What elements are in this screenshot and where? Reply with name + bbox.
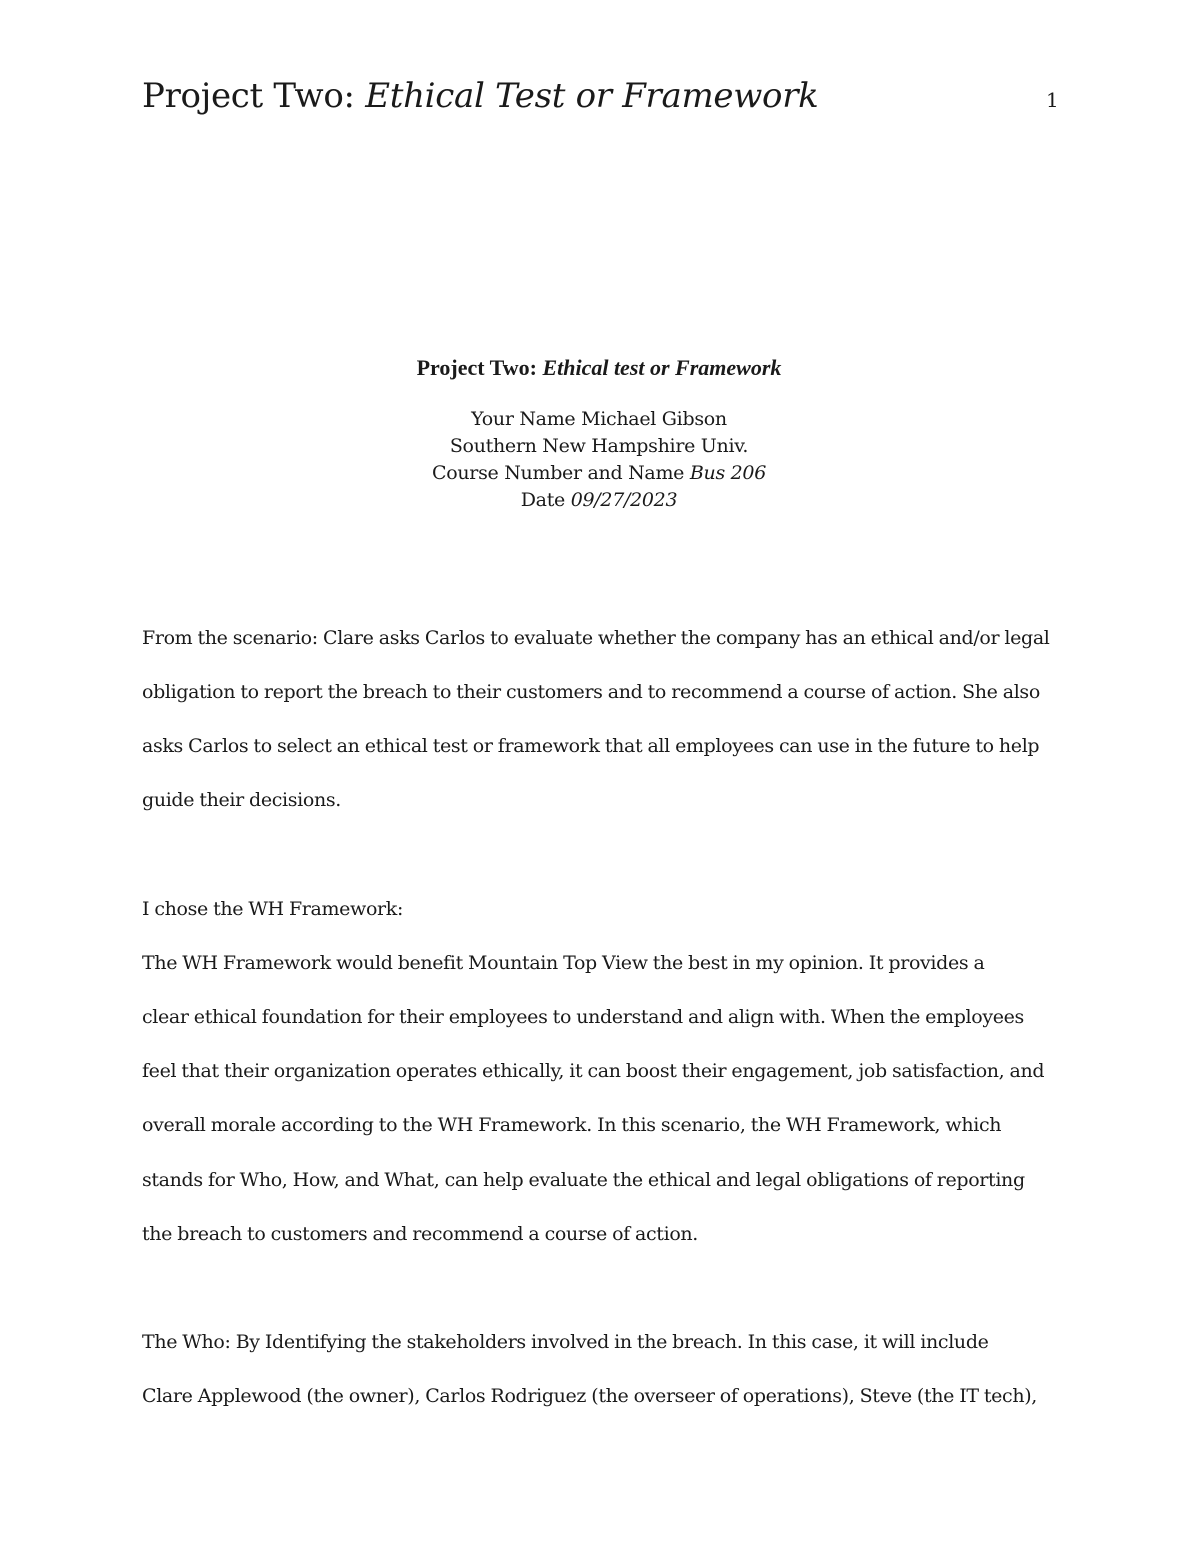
date-value: 09/27/2023 — [570, 489, 678, 511]
paragraph-line: stands for Who, How, and What, can help evaluate the ethical and legal obligations of reporting — [142, 1169, 1025, 1191]
date-line — [142, 487, 1056, 514]
running-head-title: Project Two: — [142, 76, 366, 116]
paragraph-line: obligation to report the breach to their customers and to recommend a course of action. She also — [142, 681, 1040, 703]
paragraph-line: clear ethical foundation for their employees to understand and align with. When the employees — [142, 1006, 1024, 1028]
date-label: Date — [520, 489, 571, 511]
course-value: Bus 206 — [689, 462, 766, 484]
page-number: 1 — [1046, 88, 1059, 112]
paragraph-line: Clare Applewood (the owner), Carlos Rodriguez (the overseer of operations), Steve (the IT tech), — [142, 1385, 1037, 1407]
paragraph-line: overall morale according to the WH Framework. In this scenario, the WH Framework, which — [142, 1114, 1002, 1136]
paragraph-line: the breach to customers and recommend a course of action. — [142, 1223, 698, 1245]
running-head-title-italic: Ethical Test or Framework — [365, 76, 819, 116]
section-heading: I chose the WH Framework: — [142, 898, 403, 920]
paragraph-line: feel that their organization operates ethically, it can boost their engagement, job satisfaction, and — [142, 1060, 1045, 1082]
paper-title — [142, 354, 1056, 382]
author-name: Your Name Michael Gibson — [471, 408, 727, 430]
paragraph-line: asks Carlos to select an ethical test or framework that all employees can use in the future to help — [142, 735, 1040, 757]
paper-title-bold: Project Two: — [416, 355, 543, 380]
paragraph-line: The Who: By Identifying the stakeholders involved in the breach. In this case, it will include — [142, 1331, 989, 1353]
paragraph-line: guide their decisions. — [142, 789, 341, 811]
institution: Southern New Hampshire Univ. — [449, 435, 749, 457]
title-block — [142, 354, 1056, 514]
course-line — [142, 460, 1056, 487]
paragraph-line: From the scenario: Clare asks Carlos to evaluate whether the company has an ethical and/or legal — [142, 627, 1050, 649]
course-label: Course Number and Name — [431, 462, 690, 484]
paragraph-line: The WH Framework would benefit Mountain Top View the best in my opinion. It provides a — [142, 952, 985, 974]
paper-title-bold-italic: Ethical test or Framework — [542, 355, 782, 380]
running-head — [142, 74, 818, 118]
